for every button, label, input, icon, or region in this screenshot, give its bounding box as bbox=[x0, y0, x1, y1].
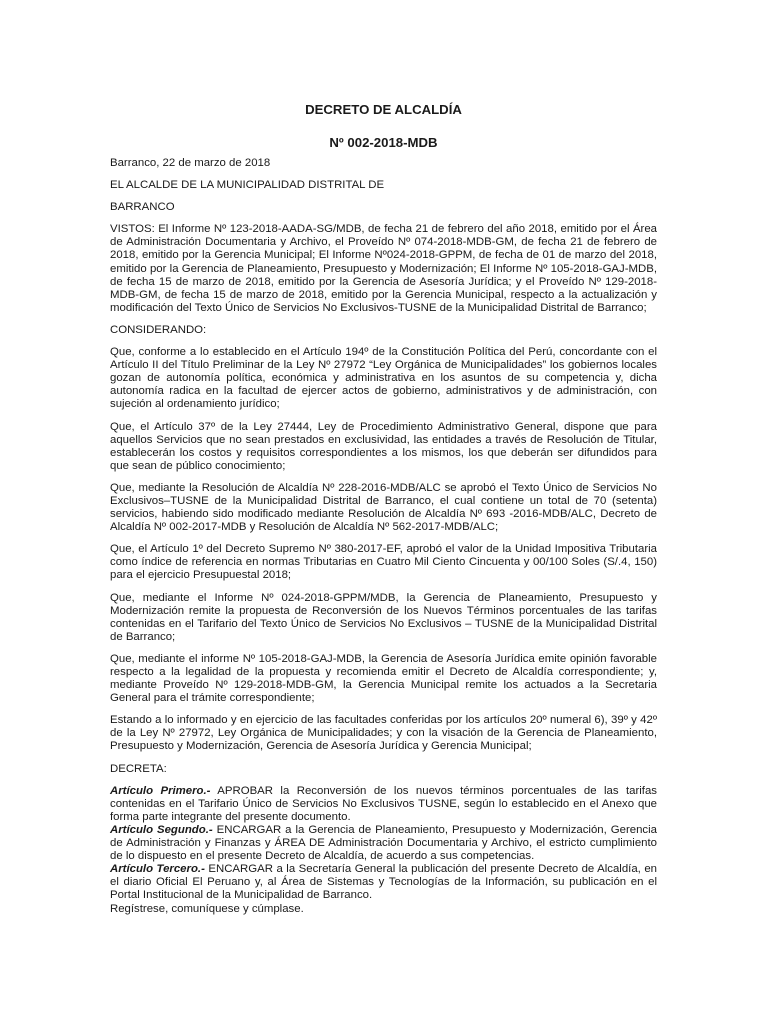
closing-formula: Regístrese, comuníquese y cúmplase. bbox=[110, 902, 304, 915]
place-date: Barranco, 22 de marzo de 2018 bbox=[110, 157, 271, 169]
article-1 bbox=[110, 785, 657, 824]
article-2-label: Artículo Segundo.- bbox=[110, 823, 213, 836]
considerando-paragraph: Que, el Artículo 1º del Decreto Supremo Nº 380-2017-EF, aprobó el valor de la Unidad Impositiva Tributaria como índice de referencia en normas Tributarias en Cuatro Mil Ciento Cincuenta y 00/100 Soles (S/.4, 150) para el ejercicio Presupuestal 2018; bbox=[110, 543, 657, 582]
issuer-line-2: BARRANCO bbox=[110, 201, 175, 214]
considerando-heading: CONSIDERANDO: bbox=[110, 323, 207, 336]
article-3 bbox=[110, 863, 657, 902]
article-3-label: Artículo Tercero.- bbox=[110, 863, 205, 876]
article-3-text: ENCARGAR a la Secretaría General la publicación del presente Decreto de Alcaldía, en el diario Oficial El Peruano y, al Área de Sistemas y Tecnologías de la Información, su publicación en el Portal Institucional de la Municipalidad de Barranco. bbox=[110, 863, 657, 902]
considerando-paragraph: Que, mediante el informe Nº 105-2018-GAJ-MDB, la Gerencia de Asesoría Jurídica emite opinión favorable respecto a la legalidad de la propuesta y recomienda emitir el Decreto de Alcaldía correspondiente; y, mediante Proveído Nº 129-2018-MDB-GM, la Gerencia Municipal remite los actuados a la Secretaria General para el trámite correspondiente; bbox=[110, 652, 657, 705]
issuer-line-1: EL ALCALDE DE LA MUNICIPALIDAD DISTRITAL DE bbox=[110, 179, 385, 192]
considerando-paragraph: Que, conforme a lo establecido en el Artículo 194º de la Constitución Política del Perú, concordante con el Artículo II del Título Preliminar de la Ley Nº 27972 “Ley Orgánica de Municipalidades” los gobiernos locales gozan de autonomía política, económica y administrativa en los asuntos de su competencia y, dicha autonomía radica en la facultad de ejercer actos de gobierno, administrativos y de administración, con sujeción al ordenamiento jurídico; bbox=[110, 346, 657, 411]
considerando-paragraph: Que, el Artículo 37º de la Ley 27444, Ley de Procedimiento Administrativo General, dispone que para aquellos Servicios que no sean prestados en exclusividad, las entidades a través de Resolución de Titular, establecerán los costos y requisitos correspondientes a los mismos, los que deberán ser difundidos para que sean de público conocimiento; bbox=[110, 420, 657, 472]
decreta-heading: DECRETA: bbox=[110, 762, 167, 775]
article-2 bbox=[110, 824, 657, 863]
article-1-text: APROBAR la Reconversión de los nuevos términos porcentuales de las tarifas contenidas en el Tarifario Único de Servicios No Exclusivos TUSNE, según lo establecido en el Anexo que forma parte integrante del presente documento. bbox=[110, 784, 657, 823]
vistos-paragraph: VISTOS: El Informe Nº 123-2018-AADA-SG/MDB, de fecha 21 de febrero del año 2018, emitido por el Área de Administración Documentaria y Archivo, el Proveído Nº 074-2018-MDB-GM, de fecha 21 de febrero de 2018, emitido por la Gerencia Municipal; El Informe Nº024-2018-GPPM, de fecha de 01 de marzo del 2018, emitido por la Gerencia de Planeamiento, Presupuesto y Modernización; El Informe Nº 105-2018-GAJ-MDB, de fecha 15 de marzo de 2018, emitido por la Gerencia de Asesoría Jurídica; y el Proveído Nº 129-2018-MDB-GM, de fecha 15 de marzo de 2018, emitido por la Gerencia Municipal, respecto a la actualización y modificación del Texto Único de Servicios No Exclusivos-TUSNE de la Municipalidad Distrital de Barranco; bbox=[110, 223, 657, 314]
decree-number: Nº 002-2018-MDB bbox=[329, 135, 438, 150]
considerando-paragraph: Estando a lo informado y en ejercicio de las facultades conferidas por los artículos 20º numeral 6), 39º y 42º de la Ley Nº 27972, Ley Orgánica de Municipalidades; y con la visación de la Gerencia de Planeamiento, Presupuesto y Modernización, Gerencia de Asesoría Jurídica y Gerencia Municipal; bbox=[110, 714, 657, 753]
considerando-paragraph: Que, mediante la Resolución de Alcaldía Nº 228-2016-MDB/ALC se aprobó el Texto Único de Servicios No Exclusivos–TUSNE de la Municipalidad Distrital de Barranco, el cual contiene un total de 70 (setenta) servicios, habiendo sido modificado mediante Resolución de Alcaldía Nº 693 -2016-MDB/ALC, Decreto de Alcaldía Nº 002-2017-MDB y Resolución de Alcaldía Nº 562-2017-MDB/ALC; bbox=[110, 481, 657, 534]
document-title: DECRETO DE ALCALDÍA bbox=[305, 102, 462, 117]
article-1-label: Artículo Primero.- bbox=[110, 784, 211, 797]
considerando-paragraph: Que, mediante el Informe Nº 024-2018-GPPM/MDB, la Gerencia de Planeamiento, Presupuesto y Modernización remite la propuesta de Reconversión de los Nuevos Términos porcentuales de las tarifas contenidas en el Tarifario del Texto Único de Servicios No Exclusivos – TUSNE de la Municipalidad Distrital de Barranco; bbox=[110, 591, 657, 643]
decree-document bbox=[110, 100, 657, 916]
article-2-text: ENCARGAR a la Gerencia de Planeamiento, Presupuesto y Modernización, Gerencia de Administración y Finanzas y ÁREA DE Administración Documentaria y Archivo, el estricto cumplimiento de lo dispuesto en el presente Decreto de Alcaldía, de acuerdo a sus competencias. bbox=[110, 823, 657, 863]
